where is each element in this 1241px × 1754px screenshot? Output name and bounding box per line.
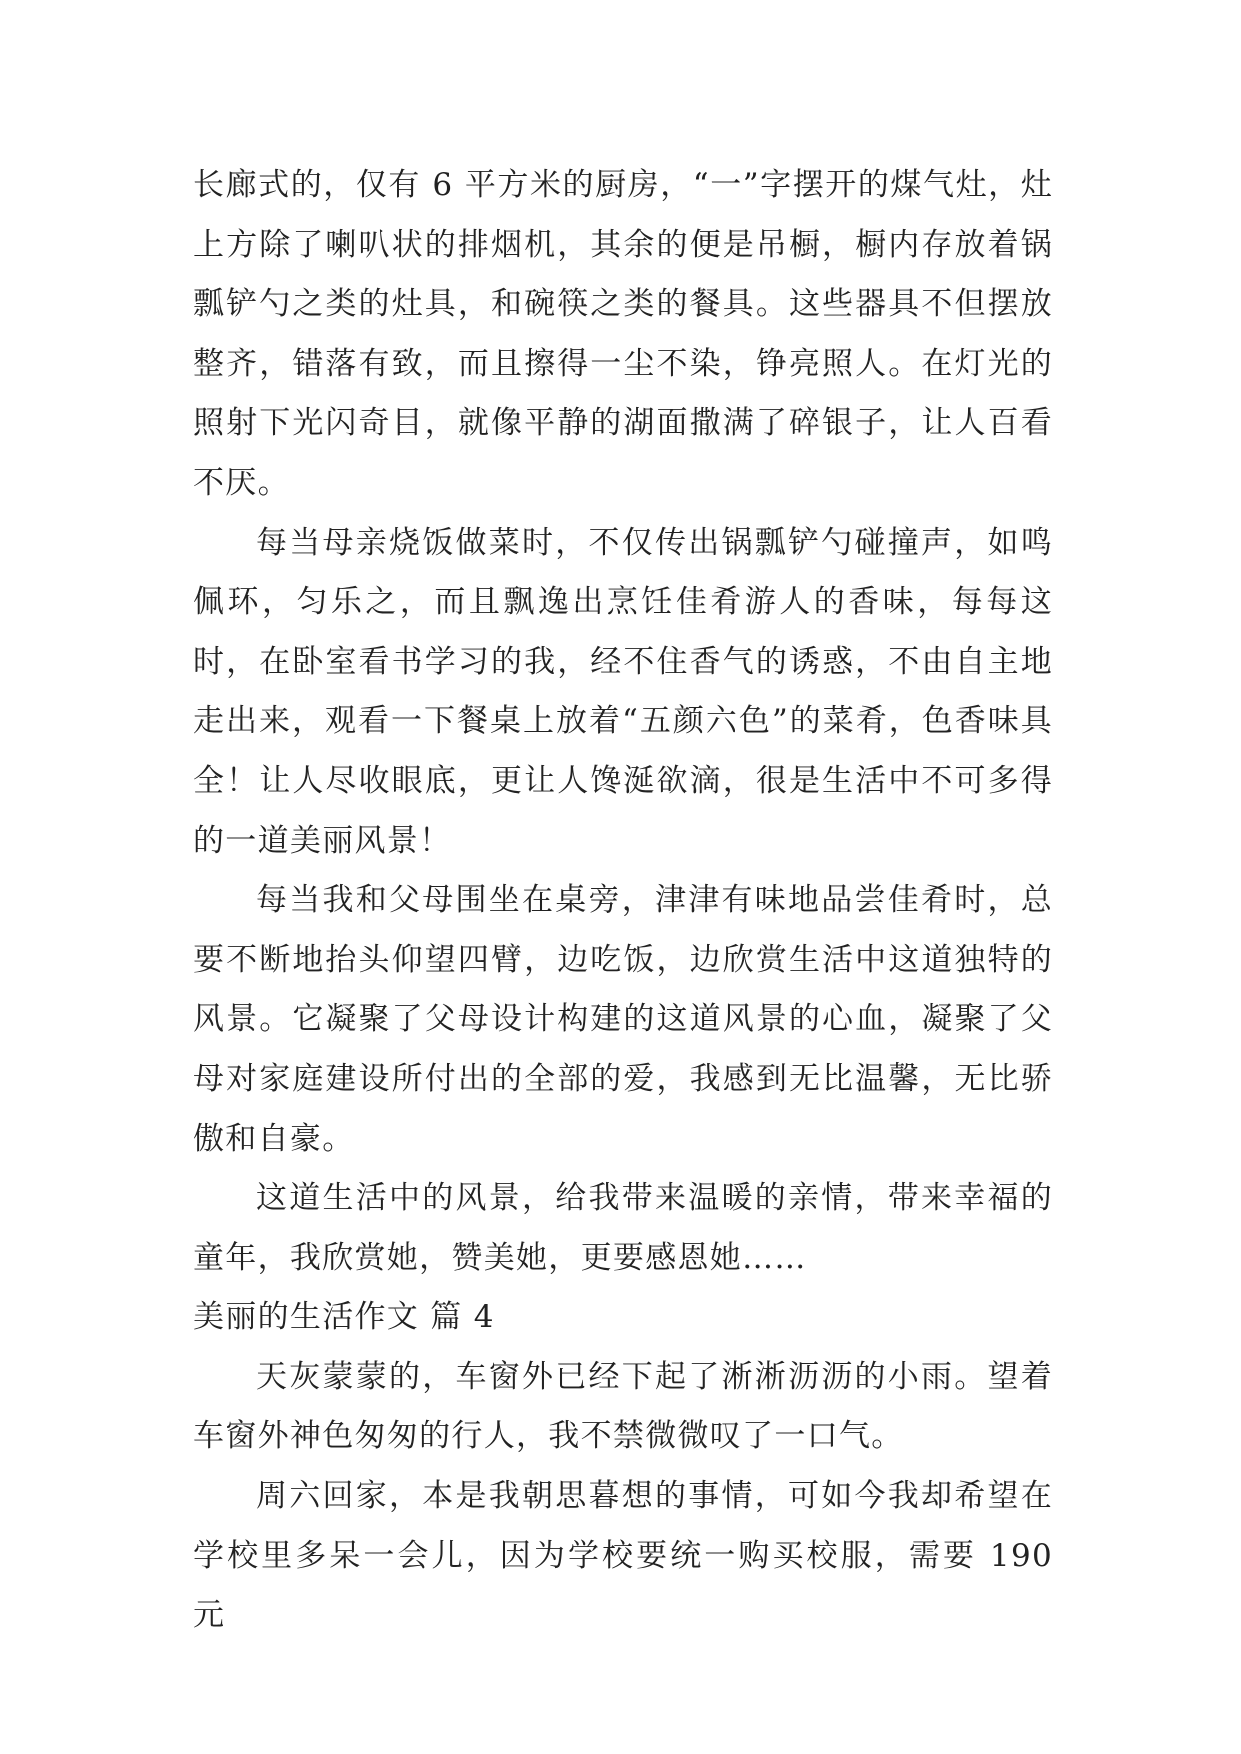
paragraph-rainy-day: 天灰蒙蒙的，车窗外已经下起了淅淅沥沥的小雨。望着车窗外神色匆匆的行人，我不禁微微叹了一口气。 (193, 1358, 1053, 1455)
section-heading: 美丽的生活作文 篇 4 (193, 1299, 495, 1336)
paragraph-saturday: 周六回家，本是我朝思暮想的事情，可如今我却希望在学校里多呆一会儿，因为学校要统一购买校服，需要 190 元 (193, 1478, 1053, 1634)
paragraph-mother-cooking: 每当母亲烧饭做菜时，不仅传出锅瓢铲勺碰撞声，如鸣佩环，匀乐之，而且飘逸出烹饪佳肴游人的香味，每每这时，在卧室看书学习的我，经不住香气的诱惑，不由自主地走出来，观看一下餐桌上放着“五颜六色”的菜肴，色香味具全！让人尽收眼底，更让人馋涎欲滴，很是生活中不可多得的一道美丽风景！ (193, 524, 1053, 859)
paragraph-family-dinner: 每当我和父母围坐在桌旁，津津有味地品尝佳肴时，总要不断地抬头仰望四臂，边吃饭，边欣赏生活中这道独特的风景。它凝聚了父母设计构建的这道风景的心血，凝聚了父母对家庭建设所付出的全部的爱，我感到无比温馨，无比骄傲和自豪。 (193, 882, 1053, 1157)
paragraph-closing: 这道生活中的风景，给我带来温暖的亲情，带来幸福的童年，我欣赏她，赞美她，更要感恩她…… (193, 1180, 1053, 1276)
paragraph-kitchen: 长廊式的，仅有 6 平方米的厨房，“一”字摆开的煤气灶，灶上方除了喇叭状的排烟机，其余的便是吊橱，橱内存放着锅瓢铲勺之类的灶具，和碗筷之类的餐具。这些器具不但摆放整齐，错落有致，而且擦得一尘不染，铮亮照人。在灯光的照射下光闪奇目，就像平静的湖面撒满了碎银子，让人百看不厌。 (193, 167, 1053, 501)
document-body (193, 156, 1053, 1646)
